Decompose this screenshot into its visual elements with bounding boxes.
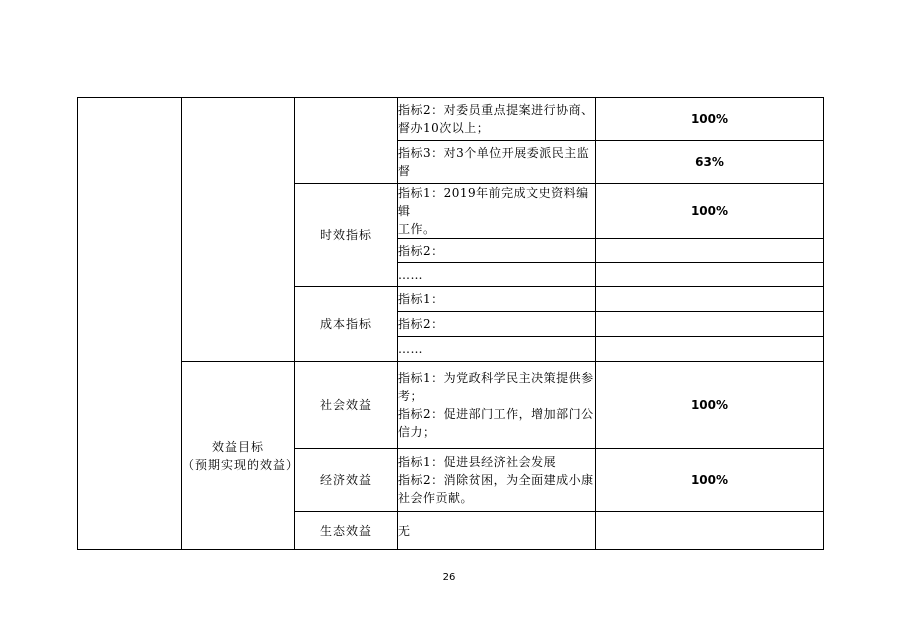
blank-sub-category <box>295 98 398 184</box>
ecological-benefit-label: 生态效益 <box>295 512 398 550</box>
indicator-value <box>596 512 824 550</box>
indicator-cell: 无 <box>398 512 596 550</box>
blank-first-column <box>78 98 182 550</box>
indicator-value <box>596 337 824 362</box>
performance-indicator-table <box>77 97 824 550</box>
indicator-value: 100% <box>596 98 824 141</box>
indicator-cell: 指标2： <box>398 239 596 263</box>
indicator-cell: 指标1：为党政科学民主决策提供参 考； 指标2：促进部门工作，增加部门公 信力； <box>398 362 596 449</box>
indicator-value <box>596 312 824 337</box>
indicator-cell: 指标1：2019年前完成文史资料编辑 工作。 <box>398 184 596 239</box>
indicator-cell: 指标1：促进县经济社会发展 指标2：消除贫困，为全面建成小康 社会作贡献。 <box>398 449 596 512</box>
indicator-cell: 指标2：对委员重点提案进行协商、 督办10次以上； <box>398 98 596 141</box>
cost-label: 成本指标 <box>295 287 398 362</box>
page-number: 26 <box>442 572 456 583</box>
indicator-value <box>596 263 824 287</box>
indicator-cell: …… <box>398 263 596 287</box>
blank-second-column <box>182 98 295 362</box>
indicator-cell: 指标1： <box>398 287 596 312</box>
indicator-cell: 指标3：对3个单位开展委派民主监 督 <box>398 141 596 184</box>
timeliness-label: 时效指标 <box>295 184 398 287</box>
indicator-value: 100% <box>596 362 824 449</box>
table-row <box>78 98 824 141</box>
indicator-value <box>596 239 824 263</box>
indicator-cell: 指标2： <box>398 312 596 337</box>
benefit-goal-label: 效益目标 （预期实现的效益） <box>182 362 295 550</box>
indicator-value: 100% <box>596 449 824 512</box>
indicator-value <box>596 287 824 312</box>
indicator-value: 100% <box>596 184 824 239</box>
economic-benefit-label: 经济效益 <box>295 449 398 512</box>
social-benefit-label: 社会效益 <box>295 362 398 449</box>
indicator-value: 63% <box>596 141 824 184</box>
indicator-cell: …… <box>398 337 596 362</box>
table-row <box>78 362 824 449</box>
